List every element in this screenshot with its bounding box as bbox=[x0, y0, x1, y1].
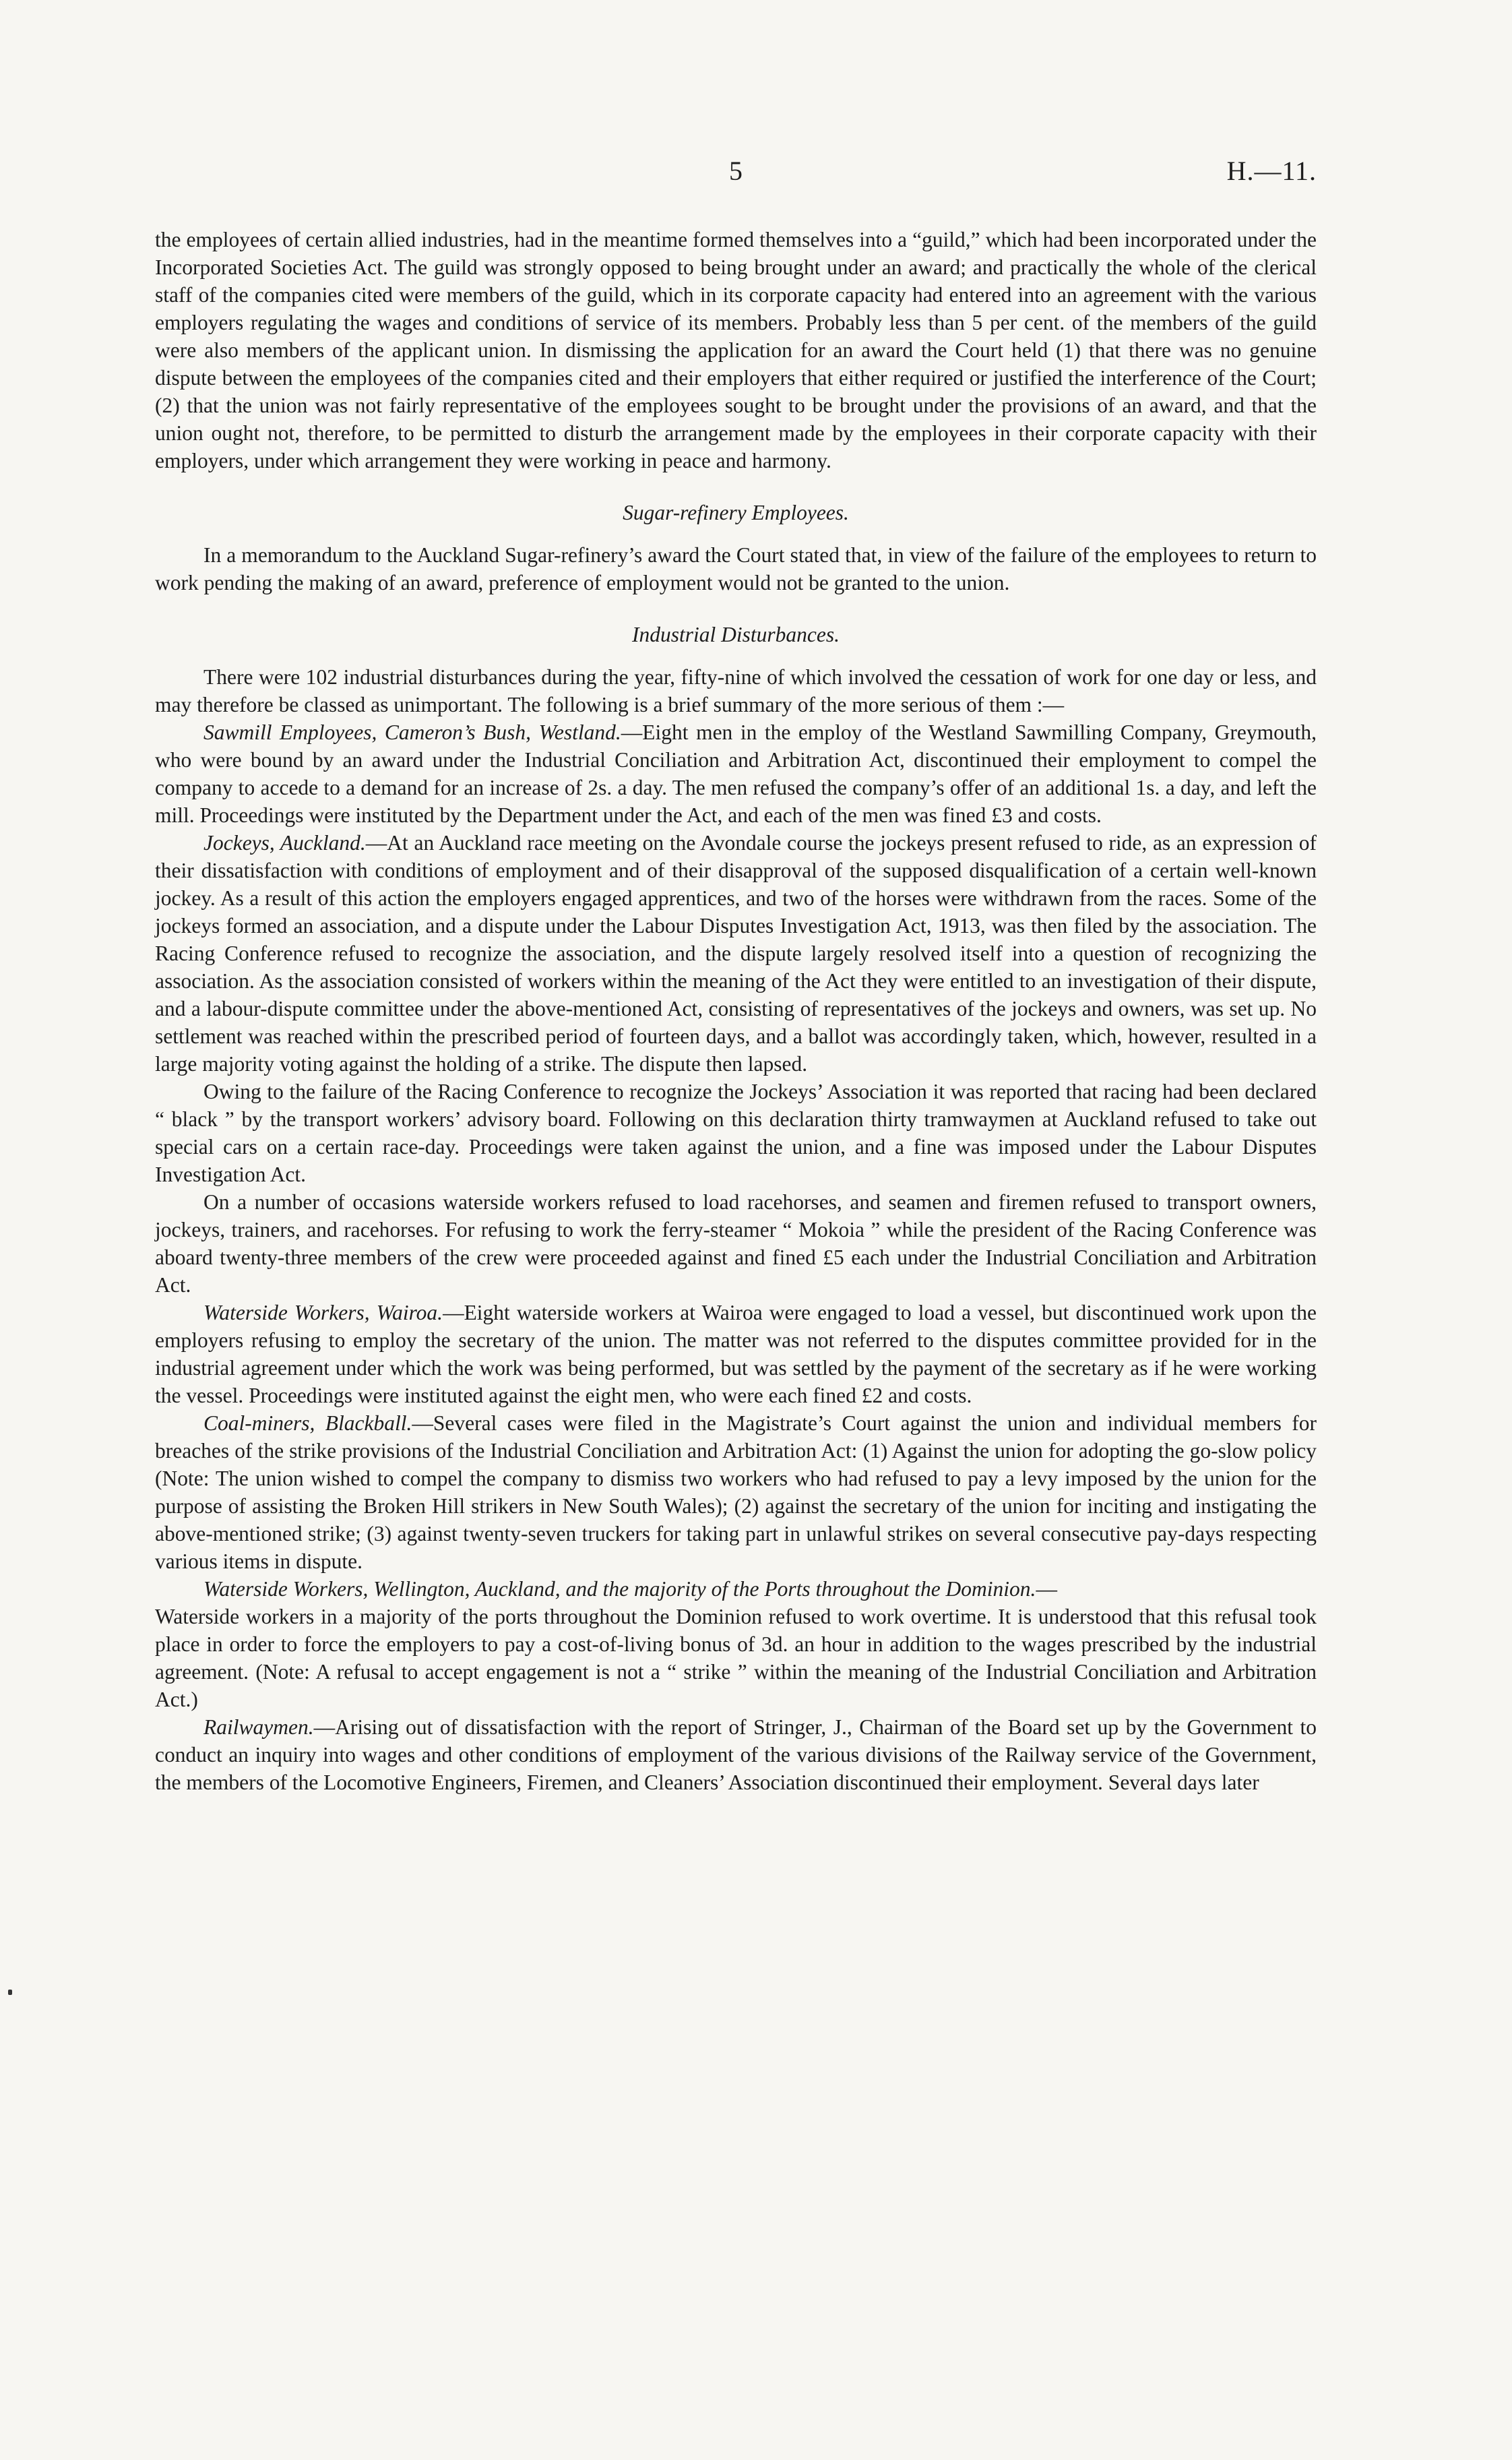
railway-lead: Railwaymen. bbox=[203, 1715, 314, 1739]
paragraph-coal-miners bbox=[155, 1409, 1317, 1575]
jockeys-text: —At an Auckland race meeting on the Avondale course the jockeys present refused to ride, as an expression of their dissatisfaction with conditions of employment and of their disapproval of the supposed disqualification of a certain well-known jockey. As a result of this action the employers engaged apprentices, and two of the horses were withdrawn from the races. Some of the jockeys formed an association, and a dispute under the Labour Disputes Investigation Act, 1913, was then filed by the association. The Racing Conference refused to recognize the association, and the dispute largely resolved itself into a question of recognizing the association. As the association consisted of workers within the meaning of the Act they were entitled to an investigation of their dispute, and a labour-dispute committee under the above-mentioned Act, consisting of representatives of the jockeys and owners, was set up. No settlement was reached within the prescribed period of fourteen days, and a ballot was accordingly taken, which, however, resulted in a large majority voting against the holding of a strike. The dispute then lapsed. bbox=[155, 831, 1317, 1076]
paragraph-railwaymen bbox=[155, 1713, 1317, 1796]
railway-text: —Arising out of dissatisfaction with the report of Stringer, J., Chairman of the Board set up by the Government to conduct an inquiry into wages and other conditions of employment of the various divisions of the Railway service of the Government, the members of the Locomotive Engineers, Firemen, and Cleaners’ Association discontinued their employment. Several days later bbox=[155, 1715, 1317, 1794]
coal-text: —Several cases were filed in the Magistrate’s Court against the union and individual members for breaches of the strike provisions of the Industrial Conciliation and Arbitration Act: (1) Against the union for adopting the go-slow policy (Note: The union wished to compel the company to dismiss two workers who had refused to pay a levy imposed by the union for the purpose of assisting the Broken Hill strikers in New South Wales); (2) against the secretary of the union for inciting and instigating the above-mentioned strike; (3) against twenty-seven truckers for taking part in unlawful strikes on several consecutive pay-days respecting various items in dispute. bbox=[155, 1411, 1317, 1573]
wairoa-text: —Eight waterside workers at Wairoa were engaged to load a vessel, but discontinued work upon the employers refusing to employ the secretary of the union. The matter was not referred to the disputes committee provided for in the industrial agreement under which the work was being performed, but was settled by the payment of the secretary as if he were working the vessel. Proceedings were instituted against the eight men, who were each fined £2 and costs. bbox=[155, 1301, 1317, 1407]
paragraph-disturbances-intro: There were 102 industrial disturbances during the year, fifty-nine of which involved the cessation of work for one day or less, and may therefore be classed as unimportant. The following is a brief summary of the more serious of them :— bbox=[155, 665, 1317, 716]
paragraph-wairoa bbox=[155, 1299, 1317, 1409]
body-text bbox=[155, 226, 1317, 1796]
paragraph-sugar-refinery: In a memorandum to the Auckland Sugar-refinery’s award the Court stated that, in view of the failure of the employees to return to work pending the making of an award, preference of employment would not be granted to the union. bbox=[155, 543, 1317, 594]
jockeys-lead: Jockeys, Auckland. bbox=[203, 831, 366, 855]
waterside-dash: — bbox=[1036, 1577, 1057, 1601]
sawmill-text: —Eight men in the employ of the Westland Sawmilling Company, Greymouth, who were bound by an award under the Industrial Conciliation and Arbitration Act, discontinued their employment to compel the company to accede to a demand for an increase of 2s. a day. The men refused the company’s offer of an additional 1s. a day, and left the mill. Proceedings were instituted by the Department under the Act, and each of the men was fined £3 and costs. bbox=[155, 720, 1317, 827]
page-header bbox=[155, 155, 1317, 195]
waterside-lead: Waterside Workers, Wellington, Auckland, and the majority of the Ports throughout the Dominion. bbox=[203, 1577, 1036, 1601]
sawmill-lead: Sawmill Employees, Cameron’s Bush, Westland. bbox=[203, 720, 621, 744]
document-reference: H.—11. bbox=[1226, 156, 1317, 186]
coal-lead: Coal-miners, Blackball. bbox=[203, 1411, 412, 1435]
page-number: 5 bbox=[729, 156, 743, 186]
margin-ink-mark bbox=[8, 1990, 12, 1995]
paragraph-sawmill bbox=[155, 718, 1317, 829]
heading-sugar-refinery: Sugar-refinery Employees. bbox=[623, 501, 849, 524]
paragraph-jockeys bbox=[155, 829, 1317, 1078]
paragraph-mokoia: On a number of occasions waterside workers refused to load racehorses, and seamen and firemen refused to transport owners, jockeys, trainers, and racehorses. For refusing to work the ferry-steamer “ Mokoia ” while the president of the Racing Conference was aboard twenty-three members of the crew were proceeded against and fined £5 each under the Industrial Conciliation and Arbitration Act. bbox=[155, 1190, 1317, 1297]
wairoa-lead: Waterside Workers, Wairoa. bbox=[203, 1301, 443, 1324]
heading-industrial-disturbances: Industrial Disturbances. bbox=[631, 623, 840, 646]
paragraph-racing-conference: Owing to the failure of the Racing Conference to recognize the Jockeys’ Association it was reported that racing had been declared “ black ” by the transport workers’ advisory board. Following on this declaration thirty tramwaymen at Auckland refused to take out special cars on a certain race-day. Proceedings were taken against the union, and a fine was imposed under the Labour Disputes Investigation Act. bbox=[155, 1080, 1317, 1186]
paragraph-waterside-lead bbox=[155, 1575, 1317, 1603]
paragraph-waterside-text: Waterside workers in a majority of the ports throughout the Dominion refused to work overtime. It is understood that this refusal took place in order to force the employers to pay a cost-of-living bonus of 3d. an hour in addition to the wages prescribed by the industrial agreement. (Note: A refusal to accept engagement is not a “ strike ” within the meaning of the Industrial Conciliation and Arbitration Act.) bbox=[155, 1605, 1317, 1711]
paragraph-guild: the employees of certain allied industries, had in the meantime formed themselves into a “guild,” which had been incorporated under the Incorporated Societies Act. The guild was strongly opposed to being brought under an award; and practically the whole of the clerical staff of the companies cited were members of the guild, which in its corporate capacity had entered into an agreement with the various employers regulating the wages and conditions of service of its members. Probably less than 5 per cent. of the members of the guild were also members of the applicant union. In dismissing the application for an award the Court held (1) that there was no genuine dispute between the employees of the companies cited and their employers that either required or justified the interference of the Court; (2) that the union was not fairly representative of the employees sought to be brought under the provisions of an award, and that the union ought not, therefore, to be permitted to disturb the arrangement made by the employees in their corporate capacity with their employers, under which arrangement they were working in peace and harmony. bbox=[155, 228, 1317, 472]
